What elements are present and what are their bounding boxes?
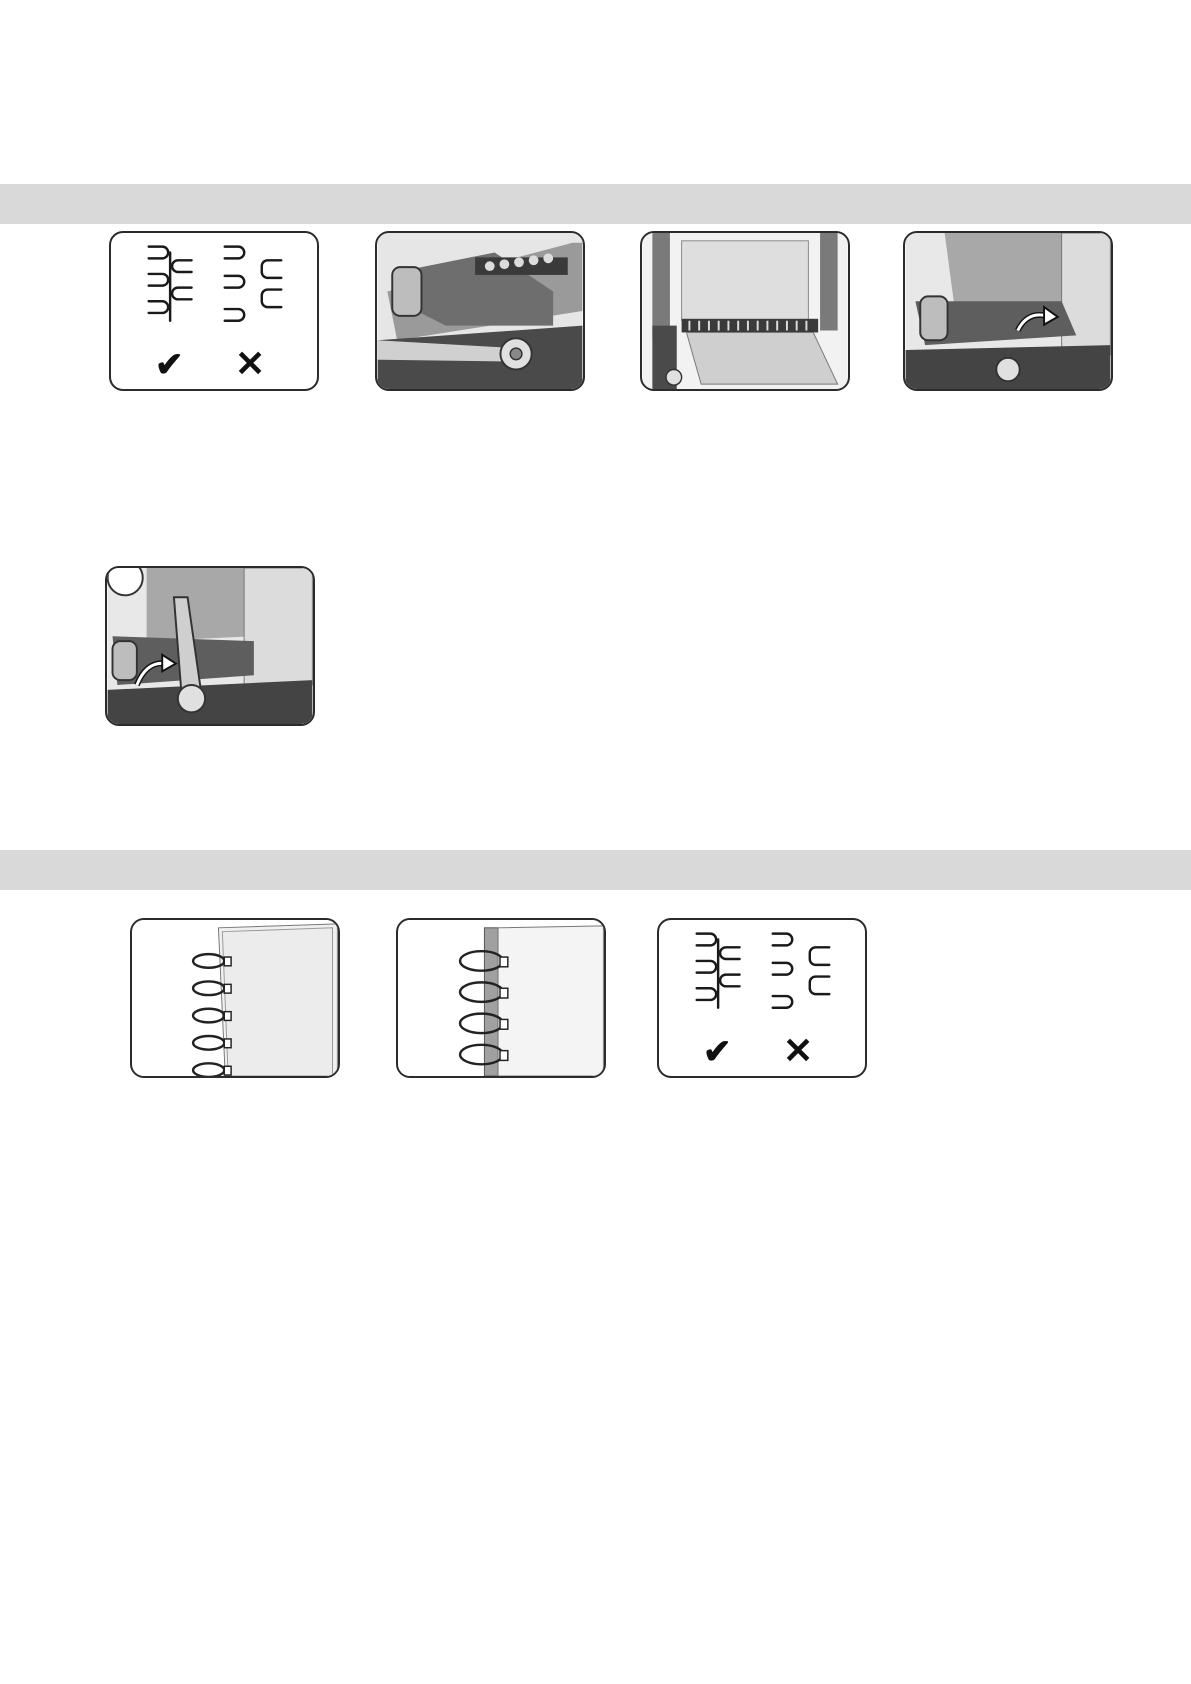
section-1-header-band	[0, 184, 1191, 224]
wire-alignment-illustration	[111, 233, 317, 389]
wire-alignment-panel-2	[657, 918, 867, 1078]
insert-document-panel	[640, 231, 850, 391]
insert-document-illustration	[642, 233, 848, 389]
cross-mark-icon: ✕	[235, 343, 266, 384]
section-2-header-band	[0, 850, 1191, 890]
cross-mark-icon: ✕	[783, 1030, 814, 1071]
spiral-coil-small-panel	[130, 918, 340, 1078]
close-wire-illustration	[905, 233, 1111, 389]
wire-alignment-panel	[109, 231, 319, 391]
machine-handle-illustration	[377, 233, 583, 389]
check-mark-icon: ✔	[703, 1033, 732, 1071]
wire-alignment-illustration-2	[659, 920, 865, 1076]
spiral-coil-small-illustration	[132, 920, 338, 1076]
press-handle-illustration	[107, 568, 313, 724]
check-mark-icon: ✔	[155, 346, 184, 384]
spiral-coil-large-panel	[396, 918, 606, 1078]
spiral-coil-large-illustration	[398, 920, 604, 1076]
machine-handle-panel	[375, 231, 585, 391]
close-wire-panel	[903, 231, 1113, 391]
press-handle-panel	[105, 566, 315, 726]
